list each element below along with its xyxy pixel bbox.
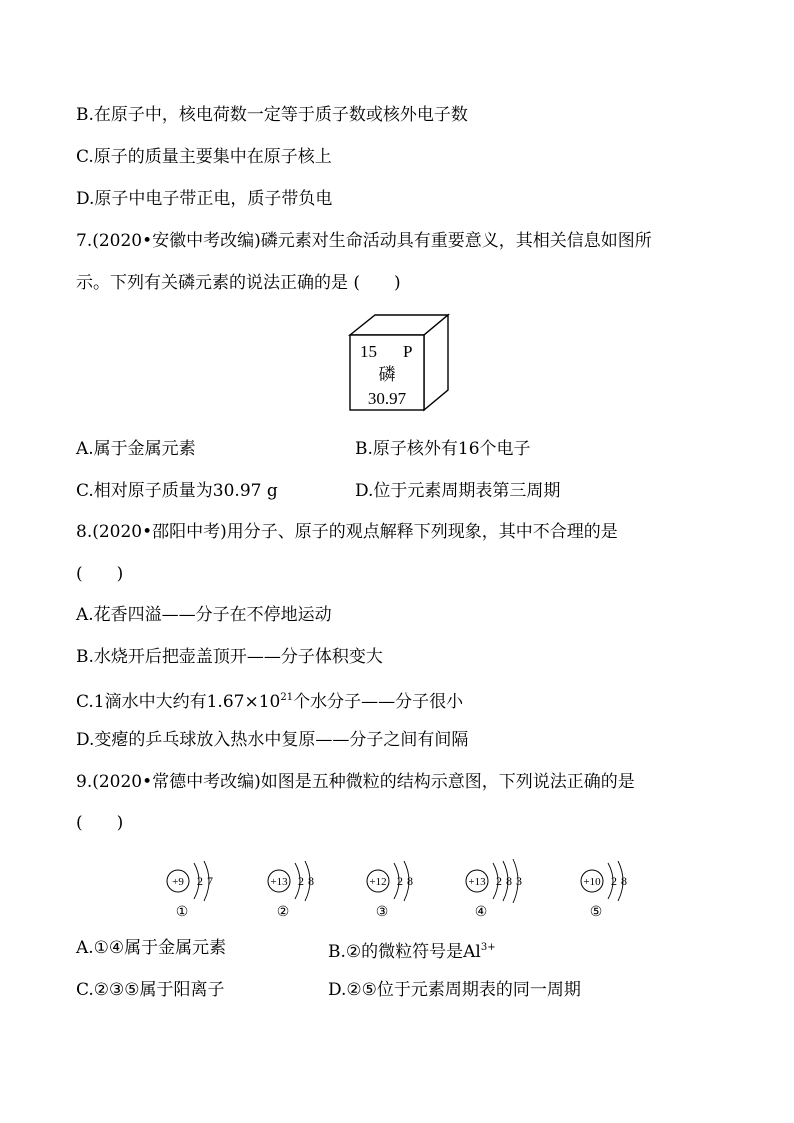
q8-option-c-text: C.1滴水中大约有1.67×10 [76,692,281,712]
q8-option-d: D.变瘪的乒乓球放入热水中复原——分子之间有间隔 [76,730,469,750]
q8-stem-line1: 8.(2020•邵阳中考)用分子、原子的观点解释下列现象，其中不合理的是 [76,522,618,542]
element-atomic-number: 15 [360,342,377,361]
q6-option-d: D.原子中电子带正电，质子带负电 [76,189,333,209]
q7-option-c: C.相对原子质量为30.97 g [76,481,278,501]
shell-electron-count: 8 [506,874,512,888]
q6-option-b: B.在原子中，核电荷数一定等于质子数或核外电子数 [76,105,468,125]
q7-option-b: B.原子核外有16个电子 [355,439,531,459]
particle-diagram [268,861,314,920]
particle-label: ⑤ [589,905,603,920]
q9-stem-line1: 9.(2020•常德中考改编)如图是五种微粒的结构示意图，下列说法正确的是 [76,772,635,792]
nucleus-charge: +13 [468,876,486,888]
shell-electron-count: 8 [621,874,627,888]
shell-electron-count: 3 [516,874,522,888]
q9-option-a: A.①④属于金属元素 [76,938,227,958]
particle-label: ② [276,905,290,920]
particle-structure-diagrams [0,845,794,925]
particle-label: ③ [375,905,389,920]
particle-label: ④ [474,905,488,920]
nucleus-charge: +13 [270,876,288,888]
q8-option-a: A.花香四溢——分子在不停地运动 [76,605,332,625]
element-symbol: P [403,342,413,361]
shell-electron-count: 8 [308,874,314,888]
q8-option-b: B.水烧开后把壶盖顶开——分子体积变大 [76,647,383,667]
element-name: 磷 [378,365,396,384]
q8-stem-line2: ( ) [76,564,124,584]
particle-diagram [466,859,522,920]
particle-diagram [167,861,213,920]
q9-option-b-charge: 3+ [480,942,496,953]
nucleus-charge: +10 [583,876,601,888]
particle-diagram [367,861,413,920]
q7-stem-line1: 7.(2020•安徽中考改编)磷元素对生命活动具有重要意义，其相关信息如图所 [76,231,652,251]
shell-electron-count: 7 [207,874,213,888]
q9-option-c: C.②③⑤属于阳离子 [76,980,225,1000]
q9-option-d: D.②⑤位于元素周期表的同一周期 [328,980,581,1000]
nucleus-charge: +9 [172,876,184,888]
q7-option-a: A.属于金属元素 [76,439,196,459]
q9-option-b-text: B.②的微粒符号是Al [328,942,481,962]
q6-option-c: C.原子的质量主要集中在原子核上 [76,147,332,167]
q9-stem-line2: ( ) [76,813,124,833]
shell-electron-count: 2 [496,874,502,888]
element-atomic-mass: 30.97 [367,389,407,408]
shell-electron-count: 2 [397,874,403,888]
q8-option-c-exponent: 21 [280,692,294,703]
q7-stem-line2: 示。下列有关磷元素的说法正确的是 ( ) [76,273,401,293]
shell-electron-count: 8 [407,874,413,888]
particle-label: ① [175,905,189,920]
shell-electron-count: 2 [298,874,304,888]
q8-option-c-text-end: 个水分子——分子很小 [293,692,464,712]
particle-diagram [581,861,627,920]
shell-electron-count: 2 [197,874,203,888]
q7-option-d: D.位于元素周期表第三周期 [355,481,561,501]
q9-option-b [328,936,496,964]
q8-option-c [76,686,463,714]
nucleus-charge: +12 [369,876,387,888]
phosphorus-element-cube [340,310,460,415]
shell-electron-count: 2 [611,874,617,888]
